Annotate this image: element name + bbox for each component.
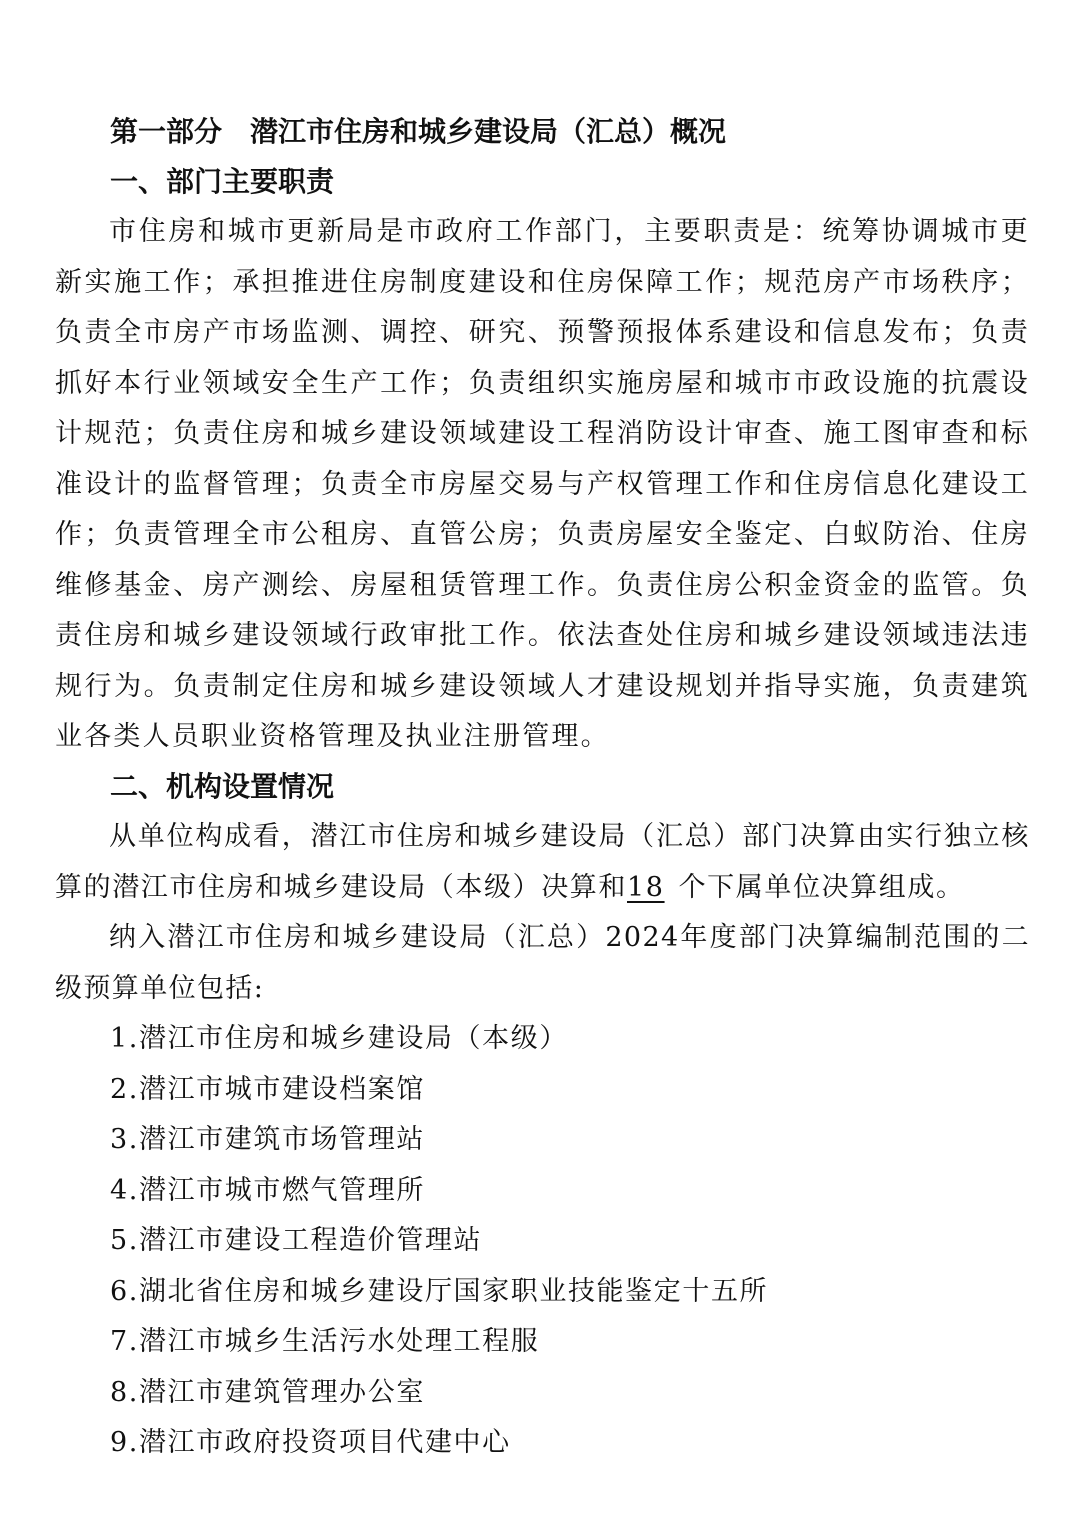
unit-list [110,1014,768,1469]
department-name: 潜江市住房和城乡建设局（汇总）概况 [250,115,727,148]
list-item: 9.潜江市政府投资项目代建中心 [110,1427,511,1458]
structure-paragraph [55,812,1030,913]
list-item: 1.潜江市住房和城乡建设局（本级） [110,1023,568,1054]
list-item: 6.湖北省住房和城乡建设厅国家职业技能鉴定十五所 [110,1275,769,1307]
list-item: 3.潜江市建筑市场管理站 [110,1124,425,1155]
section-heading-structure: 二、机构设置情况 [110,770,335,803]
subordinate-unit-count: 18 [627,871,665,903]
list-item: 5.潜江市建设工程造价管理站 [110,1225,483,1256]
list-item: 2.潜江市城市建设档案馆 [110,1073,425,1105]
part-title [110,112,726,152]
section-heading-duties: 一、部门主要职责 [110,165,335,198]
scope-paragraph: 纳入潜江市住房和城乡建设局（汇总）2024年度部门决算编制范围的二级预算单位包括: [55,922,1030,1004]
list-item: 8.潜江市建筑管理办公室 [110,1376,425,1408]
structure-text-before: 从单位构成看，潜江市住房和城乡建设局（汇总）部门决算由实行独立核算的潜江市住房和城乡建设局（本级）决算和 [55,821,1030,903]
list-item: 7.潜江市城乡生活污水处理工程服 [110,1326,540,1357]
part-label: 第一部分 [110,115,223,148]
list-item: 4.潜江市城市燃气管理所 [110,1174,425,1206]
duties-paragraph: 市住房和城市更新局是市政府工作部门，主要职责是：统筹协调城市更新实施工作；承担推进住房制度建设和住房保障工作；规范房产市场秩序；负责全市房产市场监测、调控、研究、预警预报体系建设和信息发布；负责抓好本行业领域安全生产工作；负责组织实施房屋和城市市政设施的抗震设计规范；负责住房和城乡建设领域建设工程消防设计审查、施工图审查和标准设计的监督管理；负责全市房屋交易与产权管理工作和住房信息化建设工作；负责管理全市公租房、直管公房；负责房屋安全鉴定、白蚁防治、住房维修基金、房产测绘、房屋租赁管理工作。负责住房公积金资金的监管。负责住房和城乡建设领域行政审批工作。依法查处住房和城乡建设领域违法违规行为。负责制定住房和城乡建设领域人才建设规划并指导实施，负责建筑业各类人员职业资格管理及执业注册管理。 [55,216,1030,752]
structure-text-after: 个下属单位决算组成。 [678,871,965,903]
